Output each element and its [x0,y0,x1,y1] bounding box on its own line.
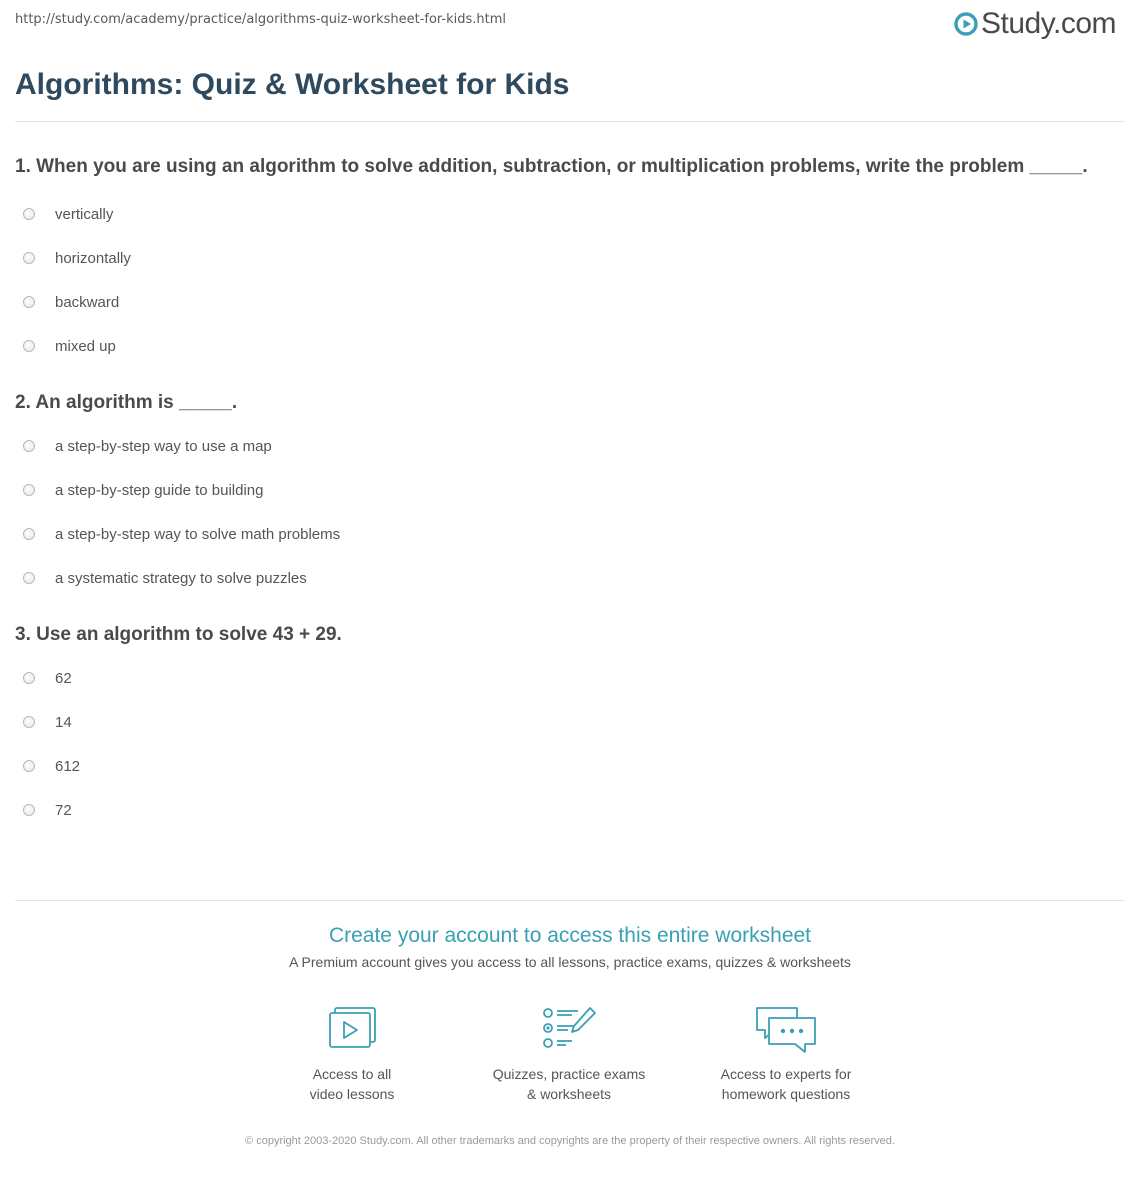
feature-label: Access to all video lessons [309,1066,395,1102]
answer-label: mixed up [55,337,116,355]
answer-option[interactable] [15,192,1125,236]
answer-option[interactable] [15,280,1125,324]
question [15,152,1125,368]
answer-option[interactable] [15,556,1125,600]
cta-title[interactable]: Create your account to access this entire worksheet [328,924,812,947]
radio-button[interactable] [23,252,35,264]
page-url: http://study.com/academy/practice/algorithms-quiz-worksheet-for-kids.html [15,12,507,27]
question [15,388,1125,600]
radio-button[interactable] [23,484,35,496]
question [15,620,1125,832]
answer-option[interactable] [15,656,1125,700]
answer-option[interactable] [15,744,1125,788]
radio-button[interactable] [23,572,35,584]
answer-option[interactable] [15,424,1125,468]
radio-button[interactable] [23,340,35,352]
radio-button[interactable] [23,296,35,308]
feature-label: Access to experts for homework questions [720,1066,852,1102]
divider [15,900,1125,901]
answer-option[interactable] [15,236,1125,280]
question-text: 3. Use an algorithm to solve 43 + 29. [15,624,342,645]
answer-label: backward [55,293,120,311]
page-title: Algorithms: Quiz & Worksheet for Kids [15,68,570,101]
radio-button[interactable] [23,760,35,772]
radio-button[interactable] [23,440,35,452]
answer-label: a systematic strategy to solve puzzles [55,569,307,587]
study-logo[interactable] [954,6,1116,42]
answer-option[interactable] [15,468,1125,512]
answer-label: horizontally [55,249,131,267]
answer-label: a step-by-step guide to building [55,481,264,499]
radio-button[interactable] [23,716,35,728]
answer-label: 62 [55,669,72,687]
feature-label: Quizzes, practice exams & worksheets [492,1066,646,1102]
feature-experts [686,1004,886,1104]
radio-button[interactable] [23,672,35,684]
answer-label: a step-by-step way to solve math problems [55,525,341,543]
chat-bubbles-icon [753,1004,819,1056]
cta-subtitle: A Premium account gives you access to all lessons, practice exams, quizzes & worksheets [289,954,851,970]
answer-label: 14 [55,713,72,731]
quiz [15,152,1125,832]
video-lessons-icon [325,1004,379,1052]
answer-label: a step-by-step way to use a map [55,437,272,455]
copyright-notice: © copyright 2003-2020 Study.com. All other trademarks and copyrights are the property of their respective owners. All rights reserved. [245,1135,895,1147]
question-text: 2. An algorithm is _____. [15,392,238,413]
divider [15,121,1125,122]
answer-options [15,424,1125,600]
radio-button[interactable] [23,208,35,220]
answer-option[interactable] [15,700,1125,744]
feature-quizzes [469,1004,669,1104]
play-circle-icon [954,12,978,36]
answer-label: 612 [55,757,81,775]
feature-video-lessons [252,1004,452,1104]
answer-option[interactable] [15,512,1125,556]
radio-button[interactable] [23,804,35,816]
question-text: 1. When you are using an algorithm to solve addition, subtraction, or multiplication problems, write the problem _____. [15,156,1088,177]
radio-button[interactable] [23,528,35,540]
answer-option[interactable] [15,788,1125,832]
answer-label: vertically [55,205,114,223]
answer-options [15,192,1125,368]
answer-option[interactable] [15,324,1125,368]
answer-options [15,656,1125,832]
answer-label: 72 [55,801,72,819]
logo-text: Study.com [981,7,1116,40]
quiz-checklist-icon [540,1004,598,1052]
